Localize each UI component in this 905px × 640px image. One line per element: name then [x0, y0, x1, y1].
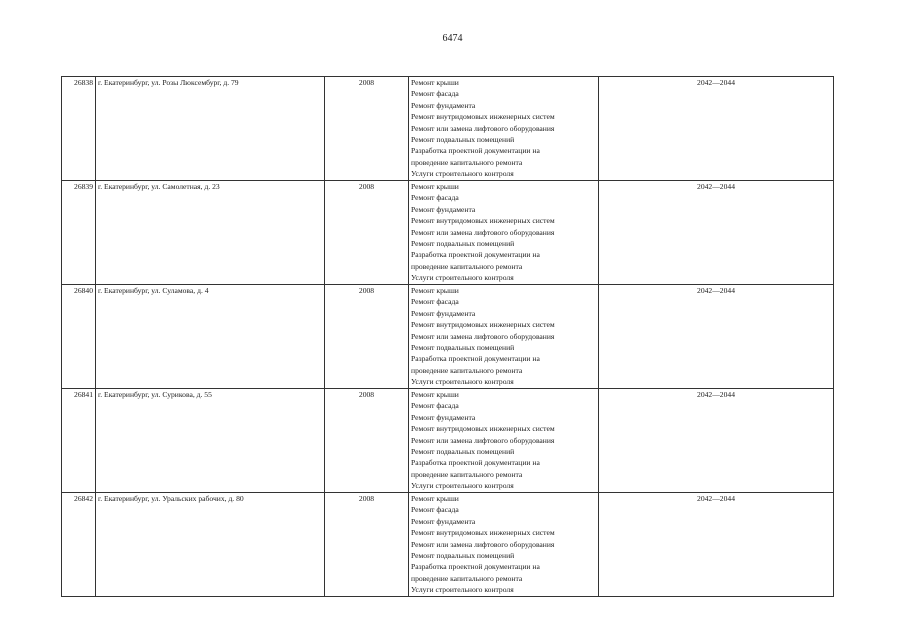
work-item: проведение капитального ремонта	[411, 261, 523, 271]
work-item: Услуги строительного контроля	[411, 585, 514, 595]
work-item: Ремонт фасада	[411, 505, 459, 515]
work-item: Ремонт внутридомовых инженерных систем	[411, 528, 555, 538]
row-number-cell: 26840	[62, 285, 96, 389]
work-item: Ремонт крыши	[411, 286, 459, 295]
year-cell: 2008	[325, 181, 409, 285]
row-number-cell: 26841	[62, 389, 96, 493]
work-item: Ремонт фундамента	[411, 308, 476, 318]
work-item: проведение капитального ремонта	[411, 365, 523, 375]
work-item: Ремонт или замена лифтового оборудования	[411, 331, 555, 341]
work-item: Ремонт подвальных помещений	[411, 239, 515, 249]
registry-table-body	[62, 77, 834, 597]
work-item: Разработка проектной документации на	[411, 354, 540, 364]
work-item: Ремонт фундамента	[411, 204, 476, 214]
works-cell	[409, 181, 599, 285]
work-item: Ремонт внутридомовых инженерных систем	[411, 112, 555, 122]
table-row	[62, 77, 834, 181]
address-cell: г. Екатеринбург, ул. Суламова, д. 4	[96, 285, 325, 389]
work-item: проведение капитального ремонта	[411, 573, 523, 583]
table-row	[62, 389, 834, 493]
year-cell: 2008	[325, 389, 409, 493]
works-cell	[409, 389, 599, 493]
address-cell: г. Екатеринбург, ул. Уральских рабочих, д. 80	[96, 493, 325, 597]
work-item: Ремонт внутридомовых инженерных систем	[411, 320, 555, 330]
work-item: Разработка проектной документации на	[411, 458, 540, 468]
work-item: Услуги строительного контроля	[411, 377, 514, 387]
work-item: Ремонт или замена лифтового оборудования	[411, 227, 555, 237]
work-item: Ремонт фасада	[411, 193, 459, 203]
year-cell: 2008	[325, 493, 409, 597]
work-item: Ремонт подвальных помещений	[411, 551, 515, 561]
table-row	[62, 493, 834, 597]
works-cell	[409, 77, 599, 181]
table-row	[62, 181, 834, 285]
work-item: Ремонт крыши	[411, 390, 459, 399]
work-item: Ремонт подвальных помещений	[411, 135, 515, 145]
work-item: Ремонт подвальных помещений	[411, 447, 515, 457]
row-number-cell: 26842	[62, 493, 96, 597]
work-item: Разработка проектной документации на	[411, 562, 540, 572]
work-item: Разработка проектной документации на	[411, 146, 540, 156]
work-item: проведение капитального ремонта	[411, 469, 523, 479]
period-cell: 2042—2044	[599, 285, 834, 389]
work-item: Ремонт или замена лифтового оборудования	[411, 435, 555, 445]
period-cell: 2042—2044	[599, 77, 834, 181]
work-item: Ремонт или замена лифтового оборудования	[411, 123, 555, 133]
works-cell	[409, 493, 599, 597]
work-item: Услуги строительного контроля	[411, 169, 514, 179]
works-cell	[409, 285, 599, 389]
address-cell: г. Екатеринбург, ул. Сурикова, д. 55	[96, 389, 325, 493]
registry-table	[61, 76, 834, 597]
work-item: Ремонт крыши	[411, 78, 459, 87]
work-item: Ремонт крыши	[411, 182, 459, 191]
work-item: Услуги строительного контроля	[411, 481, 514, 491]
work-item: Ремонт фундамента	[411, 412, 476, 422]
work-item: Ремонт фасада	[411, 89, 459, 99]
work-item: проведение капитального ремонта	[411, 157, 523, 167]
year-cell: 2008	[325, 77, 409, 181]
work-item: Ремонт фундамента	[411, 100, 476, 110]
period-cell: 2042—2044	[599, 389, 834, 493]
period-cell: 2042—2044	[599, 181, 834, 285]
work-item: Ремонт фундамента	[411, 516, 476, 526]
table-row	[62, 285, 834, 389]
row-number-cell: 26838	[62, 77, 96, 181]
work-item: Ремонт подвальных помещений	[411, 343, 515, 353]
page-number: 6474	[442, 33, 463, 44]
work-item: Ремонт фасада	[411, 297, 459, 307]
work-item: Ремонт фасада	[411, 401, 459, 411]
row-number-cell: 26839	[62, 181, 96, 285]
work-item: Разработка проектной документации на	[411, 250, 540, 260]
work-item: Услуги строительного контроля	[411, 273, 514, 283]
work-item: Ремонт внутридомовых инженерных систем	[411, 216, 555, 226]
address-cell: г. Екатеринбург, ул. Самолетная, д. 23	[96, 181, 325, 285]
address-cell: г. Екатеринбург, ул. Розы Люксембург, д. 79	[96, 77, 325, 181]
work-item: Ремонт или замена лифтового оборудования	[411, 539, 555, 549]
year-cell: 2008	[325, 285, 409, 389]
period-cell: 2042—2044	[599, 493, 834, 597]
work-item: Ремонт крыши	[411, 494, 459, 503]
work-item: Ремонт внутридомовых инженерных систем	[411, 424, 555, 434]
